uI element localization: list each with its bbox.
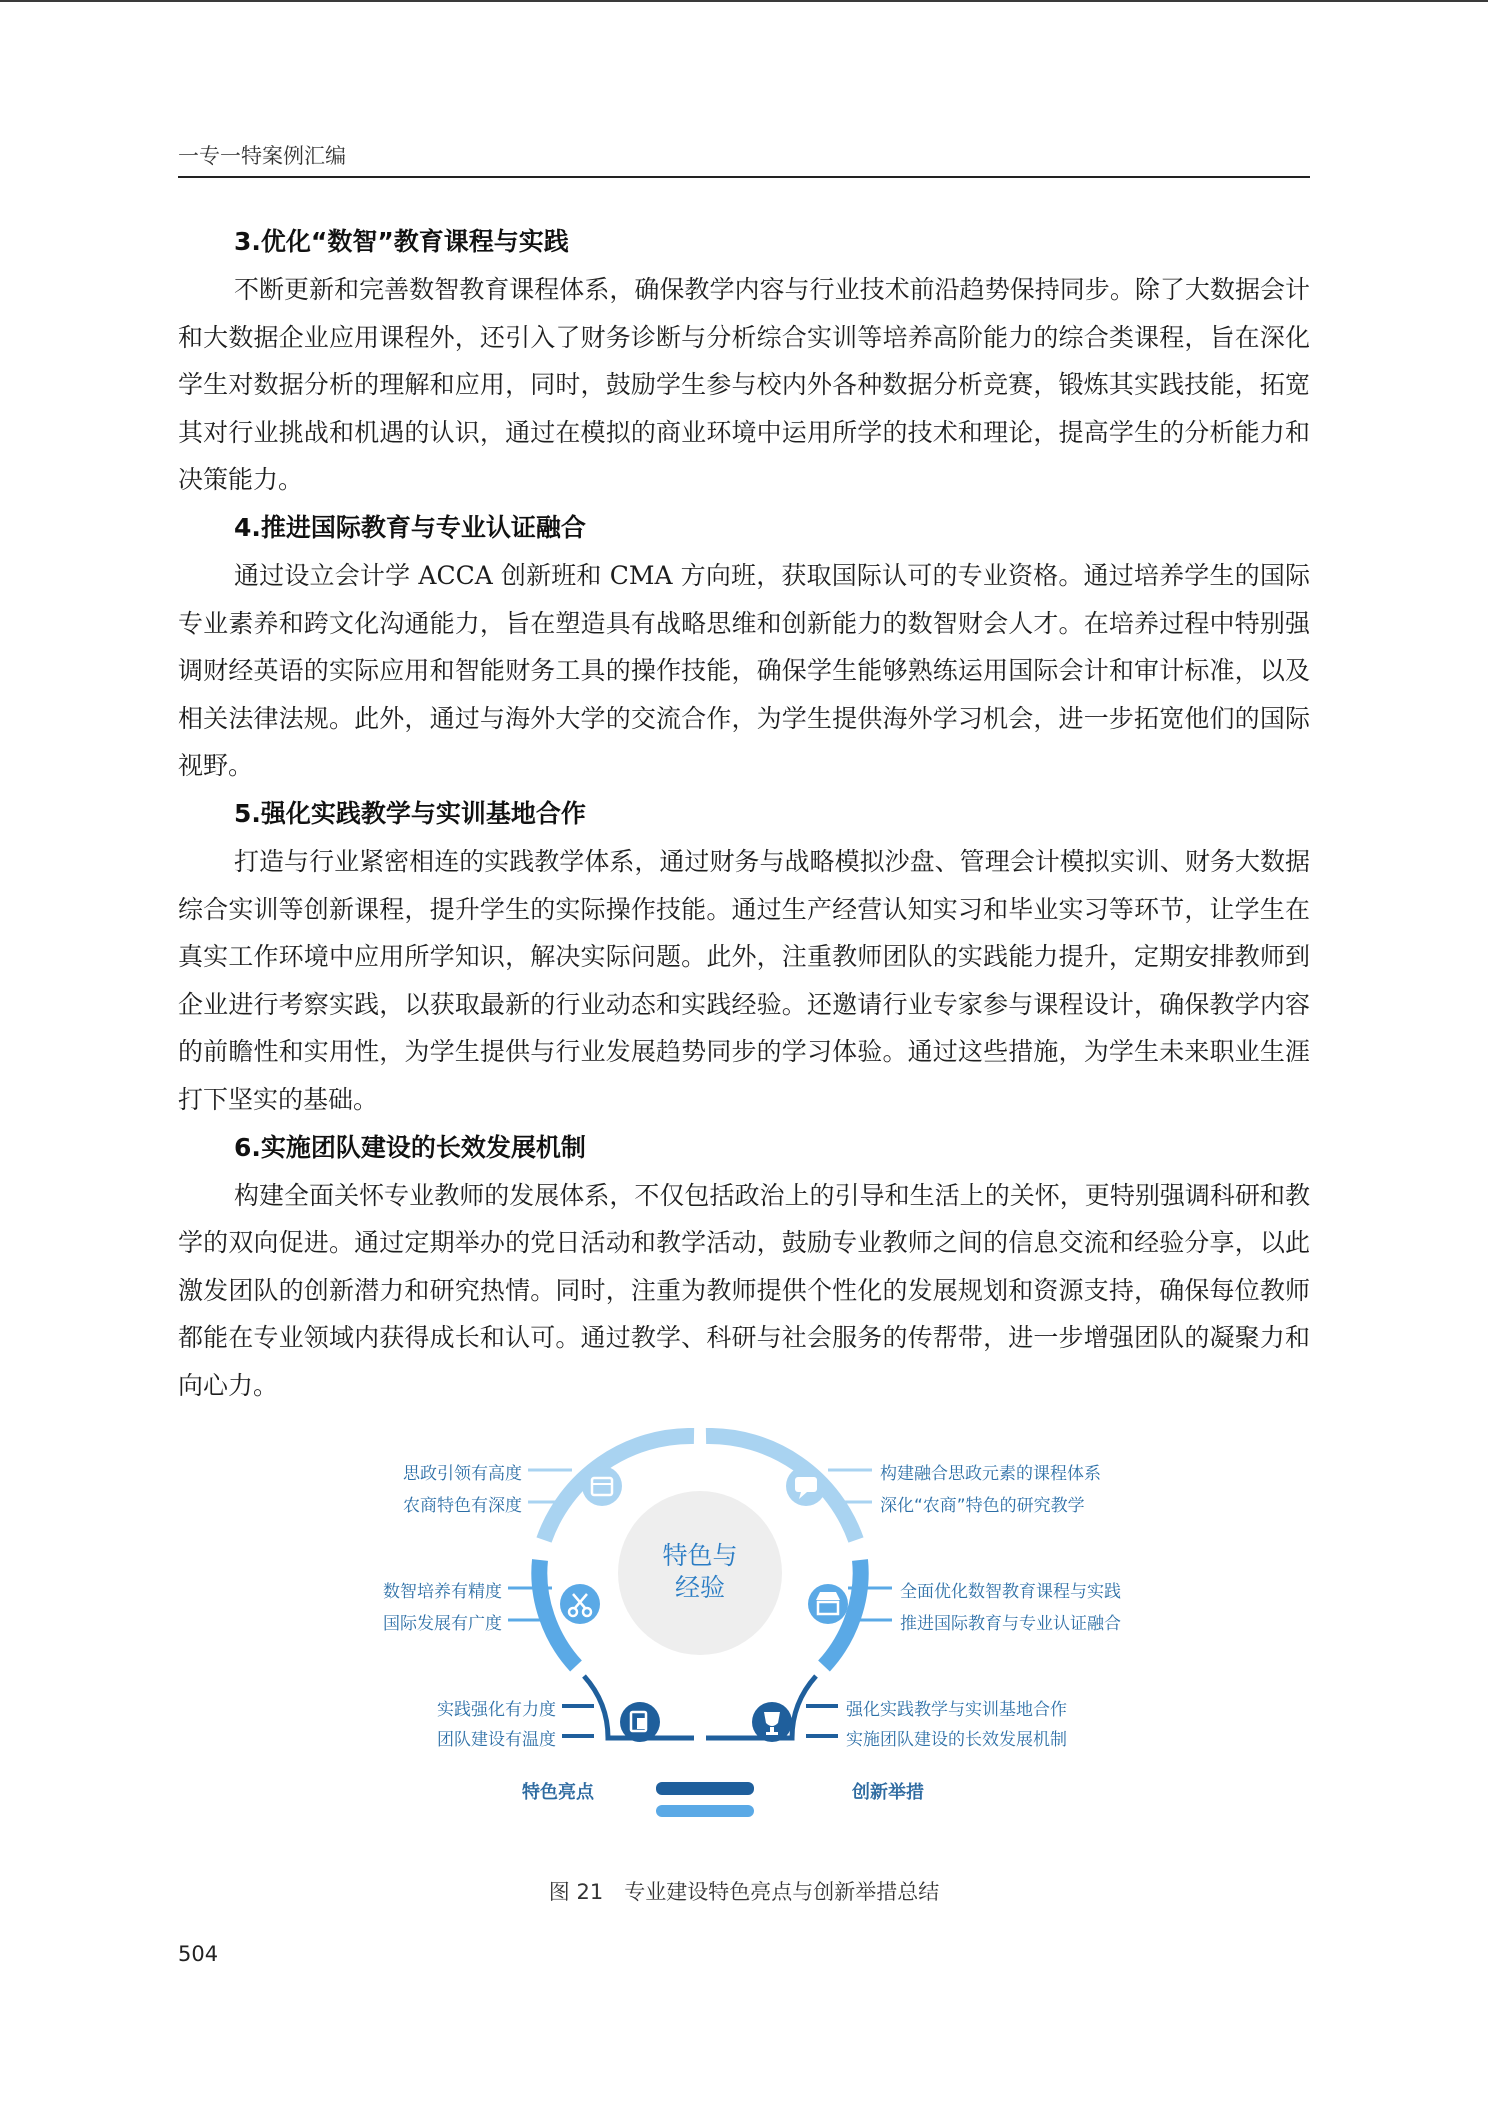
section-paragraph-4: 通过设立会计学 ACCA 创新班和 CMA 方向班，获取国际认可的专业资格。通过培养学生的国际专业素养和跨文化沟通能力，旨在塑造具有战略思维和创新能力的数智财会人才。在培养过程中特别强调财经英语的实际应用和智能财务工具的操作技能，确保学生能够熟练运用国际会计和审计标准，以及相关法律法规。此外，通过与海外大学的交流合作，为学生提供海外学习机会，进一步拓宽他们的国际视野。: [178, 560, 1310, 781]
left-label-4: 国际发展有广度: [383, 1614, 502, 1634]
right-label-1: 构建融合思政元素的课程体系: [880, 1464, 1101, 1484]
left-label-6: 团队建设有温度: [437, 1730, 556, 1750]
section-heading-6: 6.实施团队建设的长效发展机制: [234, 1132, 586, 1162]
left-label-5: 实践强化有力度: [437, 1700, 556, 1720]
document-icon: [620, 1702, 660, 1742]
lightbulb-diagram: [340, 1428, 1170, 1818]
running-head: 一专一特案例汇编: [178, 140, 1310, 178]
page-top-border: [0, 0, 1488, 2]
page-number: 504: [178, 1942, 219, 1966]
section-paragraph-6: 构建全面关怀专业教师的发展体系，不仅包括政治上的引导和生活上的关怀，更特别强调科研和教学的双向促进。通过定期举办的党日活动和教学活动，鼓励专业教师之间的信息交流和经验分享，以此激发团队的创新潜力和研究热情。同时，注重为教师提供个性化的发展规划和资源支持，确保每位教师都能在专业领域内获得成长和认可。通过教学、科研与社会服务的传帮带，进一步增强团队的凝聚力和向心力。: [178, 1180, 1310, 1400]
section-paragraph-5: 打造与行业紧密相连的实践教学体系，通过财务与战略模拟沙盘、管理会计模拟实训、财务大数据综合实训等创新课程，提升学生的实际操作技能。通过生产经营认知实习和毕业实习等环节，让学生在真实工作环境中应用所学知识，解决实际问题。此外，注重教师团队的实践能力提升，定期安排教师到企业进行考察实践，以获取最新的行业动态和实践经验。还邀请行业专家参与课程设计，确保教学内容的前瞻性和实用性，为学生提供与行业发展趋势同步的学习体验。通过这些措施，为学生未来职业生涯打下坚实的基础。: [178, 846, 1310, 1114]
chat-icon: [786, 1466, 826, 1506]
left-label-2: 农商特色有深度: [403, 1496, 522, 1516]
store-icon: [808, 1584, 848, 1624]
scissors-icon: [560, 1584, 600, 1624]
trophy-icon: [752, 1702, 792, 1742]
bottom-label-highlights: 特色亮点: [522, 1782, 594, 1803]
figure-caption: 图 21 专业建设特色亮点与创新举措总结: [548, 1880, 940, 1904]
center-line-2: 经验: [674, 1573, 725, 1602]
section-paragraph-3: 不断更新和完善数智教育课程体系，确保教学内容与行业技术前沿趋势保持同步。除了大数据会计和大数据企业应用课程外，还引入了财务诊断与分析综合实训等培养高阶能力的综合类课程，旨在深化学生对数据分析的理解和应用，同时，鼓励学生参与校内外各种数据分析竞赛，锻炼其实践技能，拓宽其对行业挑战和机遇的认识，通过在模拟的商业环境中运用所学的技术和理论，提高学生的分析能力和决策能力。: [178, 275, 1310, 495]
section-heading-5: 5.强化实践教学与实训基地合作: [234, 798, 586, 828]
section-heading-4: 4.推进国际教育与专业认证融合: [234, 512, 586, 542]
right-label-3: 全面优化数智教育课程与实践: [900, 1582, 1121, 1602]
left-label-1: 思政引领有高度: [403, 1464, 522, 1484]
bottom-label-innovations: 创新举措: [852, 1782, 924, 1803]
center-line-1: 特色与: [662, 1541, 738, 1570]
right-label-5: 强化实践教学与实训基地合作: [846, 1700, 1067, 1720]
section-heading-3: 3.优化“数智”教育课程与实践: [234, 227, 569, 256]
calendar-icon: [582, 1466, 622, 1506]
diagram-center-title: [640, 1540, 760, 1604]
body-text: [178, 218, 1310, 1409]
right-label-4: 推进国际教育与专业认证融合: [900, 1614, 1121, 1634]
right-label-2: 深化“农商”特色的研究教学: [880, 1496, 1085, 1516]
left-label-3: 数智培养有精度: [383, 1582, 502, 1602]
right-label-6: 实施团队建设的长效发展机制: [846, 1730, 1067, 1750]
